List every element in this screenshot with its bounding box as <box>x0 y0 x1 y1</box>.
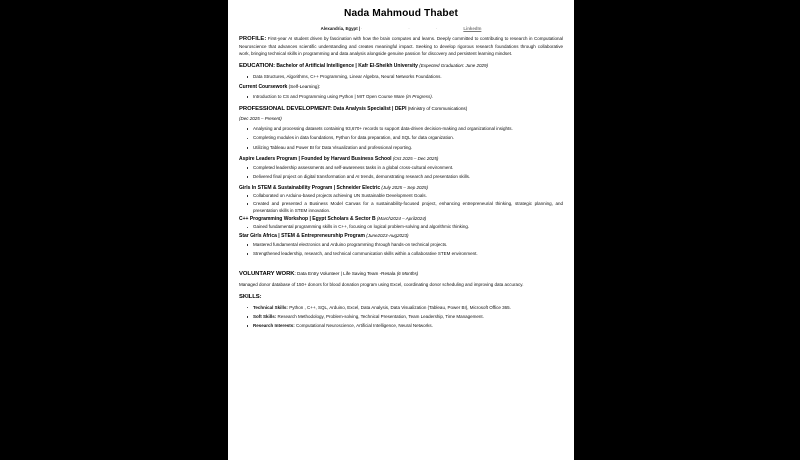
list-item <box>239 165 563 172</box>
entry-title: Star Girls Africa | STEM & Entrepreneurship Program <box>239 232 365 239</box>
profile-label: PROFILE: <box>239 35 267 42</box>
education-degree: Bachelor of Artificial Intelligence | Kafr El-Sheikh University <box>275 63 418 70</box>
education-date: (Expected Graduation: June 2029) <box>417 63 489 69</box>
list-item <box>239 145 563 152</box>
coursework-bullet-text: Introduction to CS and Programming using Python | MIT Open Course Ware <box>253 94 406 100</box>
entry-title: Aspire Leaders Program | Founded by Harvard Business School <box>239 155 392 162</box>
contact-location: Alexandria, Egypt <box>320 26 358 32</box>
education-label: EDUCATION: <box>239 63 276 70</box>
linkedin-link[interactable]: LinkedIn <box>463 26 482 32</box>
coursework-heading <box>239 84 563 91</box>
entry-bullet: Created and presented a Business Model Canvas for a sustainability-focused project, enhancing entrepreneurial thinking, strategic planning, and presentation skills in STEM innovation. <box>253 201 563 213</box>
list-item <box>239 323 563 330</box>
skills-heading <box>239 294 563 302</box>
skill-name: Technical Skills: <box>253 304 288 310</box>
voluntary-label: VOLUNTARY WORK <box>239 270 295 277</box>
entry-heading-cpp-workshop <box>239 216 563 223</box>
voluntary-role: : Data Entry Volunteer | Life Saving Team -Resala <box>294 270 396 276</box>
entry-date: (June2023-Aug2023) <box>364 232 409 238</box>
voluntary-date: (6 Months) <box>395 270 419 276</box>
list-item <box>239 126 563 133</box>
education-bullet-0: Data Structures, Algorithms, C++ Programming, Linear Algebra, Neural Networks Foundations. <box>253 73 442 79</box>
list-item <box>239 74 563 81</box>
profdev-bullets <box>239 126 563 151</box>
skill-name: Soft Skills: <box>253 313 277 319</box>
entry-bullets-star-girls-africa <box>239 242 563 258</box>
list-item <box>239 242 563 249</box>
contact-redacted-phone <box>410 27 436 32</box>
list-item <box>239 94 563 101</box>
list-item <box>239 201 563 215</box>
entry-bullet: Collaborated on Arduino-based projects achieving UN Sustainable Development Goals. <box>253 192 427 198</box>
entry-heading-aspire-leaders <box>239 156 563 163</box>
coursework-bullets <box>239 94 563 101</box>
entry-title: Girls In STEM & Sustainability Program | Schneider Electric <box>239 184 381 191</box>
skill-value: Computational Neuroscience, Artificial Intelligence, Neural Networks. <box>294 323 433 329</box>
entry-bullets-cpp-workshop <box>239 224 563 231</box>
page-title: Nada Mahmoud Thabet <box>344 8 458 19</box>
entry-heading-girls-in-stem <box>239 185 563 192</box>
entry-heading-star-girls-africa <box>239 233 563 240</box>
list-item <box>239 314 563 321</box>
profdev-org: (Ministry of Communications) <box>406 106 468 112</box>
entry-date: (July 2025 – Sep 2025) <box>380 184 428 190</box>
education-bullets <box>239 74 563 81</box>
coursework-bullet-status: (In Progress). <box>405 94 434 100</box>
list-item <box>239 174 563 181</box>
contact-phone-redacted: · <box>408 26 410 32</box>
contact-redacted-email <box>362 27 408 32</box>
profdev-label: PROFESSIONAL DEVELOPMENT: <box>239 106 332 113</box>
resume-page <box>228 0 574 460</box>
contact-separator: | <box>358 26 360 32</box>
entry-title: C++ Programming Workshop | Egypt Scholars & Sector B <box>239 216 376 223</box>
entry-bullet: Delivered final project on digital transformation and AI trends, demonstrating research and presentation skills. <box>253 174 471 179</box>
entry-date: (March2024 – April2024) <box>375 216 427 222</box>
profdev-date: (Dec 2025 – Present) <box>239 115 282 121</box>
contact-extra-redacted: · <box>435 26 438 32</box>
list-item <box>239 135 563 142</box>
skill-value: Research Methodology, Problem-solving, Technical Presentation, Team Leadership, Time Management. <box>276 313 484 319</box>
education-heading <box>239 63 563 71</box>
coursework-sublabel: (Self-Learning): <box>287 84 321 90</box>
profdev-bullet-1: Completing modules in data foundations, Python for data preparation, and SQL for data organization. <box>253 135 454 141</box>
entry-bullet: Completed leadership assessments and self-awareness tasks in a global cross-cultural environment. <box>253 164 454 170</box>
list-item <box>239 251 563 258</box>
profdev-bullet-2: Utilizing Tableau and Power BI for Data Visualization and professional reporting. <box>253 144 413 150</box>
skills-label: SKILLS: <box>239 294 262 301</box>
entry-bullet: Gained fundamental programming skills in C++, focusing on logical problem-solving and algorithmic thinking. <box>253 224 470 230</box>
voluntary-work-heading <box>239 271 563 279</box>
skills-bullets <box>239 305 563 330</box>
profile-section <box>239 35 563 58</box>
profdev-date-line <box>239 116 563 124</box>
entry-bullets-aspire-leaders <box>239 165 563 181</box>
profdev-role: Data Analysis Specialist | DEPI <box>331 106 407 113</box>
list-item <box>239 305 563 312</box>
contact-email-redacted: · <box>360 26 363 32</box>
list-item <box>239 193 563 200</box>
professional-development-heading <box>239 106 563 114</box>
contact-line <box>239 26 563 32</box>
entry-bullet: Mastered fundamental electronics and Arduino programming through hands-on technical projects. <box>253 241 448 247</box>
profdev-bullet-0: Analysing and processing datasets containing 93,670+ records to support data-driven decision-making and organizational insights. <box>253 125 513 131</box>
entry-bullets-girls-in-stem <box>239 193 563 215</box>
list-item <box>239 224 563 231</box>
voluntary-work-paragraph: Managed donor database of 150+ donors for blood donation program using Excel, coordinating donor scheduling and improving data accuracy. <box>239 281 524 287</box>
skill-name: Research Interests: <box>253 323 295 329</box>
entry-date: (Oct 2025 – Dec 2025) <box>391 155 439 161</box>
contact-redacted-extra <box>437 27 463 32</box>
coursework-label: Current Coursework <box>239 84 288 91</box>
profile-text: First-year AI student driven by fascination with how the brain computes and learns. Deeply committed to contributing to research in Computational Neuroscience that advances scientific understanding and creates meaningful impact. Seeking to develop rigorous research foundations through collaborative work, bringing technical skills in programming and data analysis alongside genuine passion for discovery and persistent learning mindset. <box>239 35 563 56</box>
entry-bullet: Strengthened leadership, research, and technical communication skills within a collaborative STEM environment. <box>253 251 478 257</box>
skill-value: Python , C++, SQL, Arduino, Excel, Data Analysis, Data Visualization (Tableau, Power BI), Microsoft Office 365. <box>287 304 511 310</box>
